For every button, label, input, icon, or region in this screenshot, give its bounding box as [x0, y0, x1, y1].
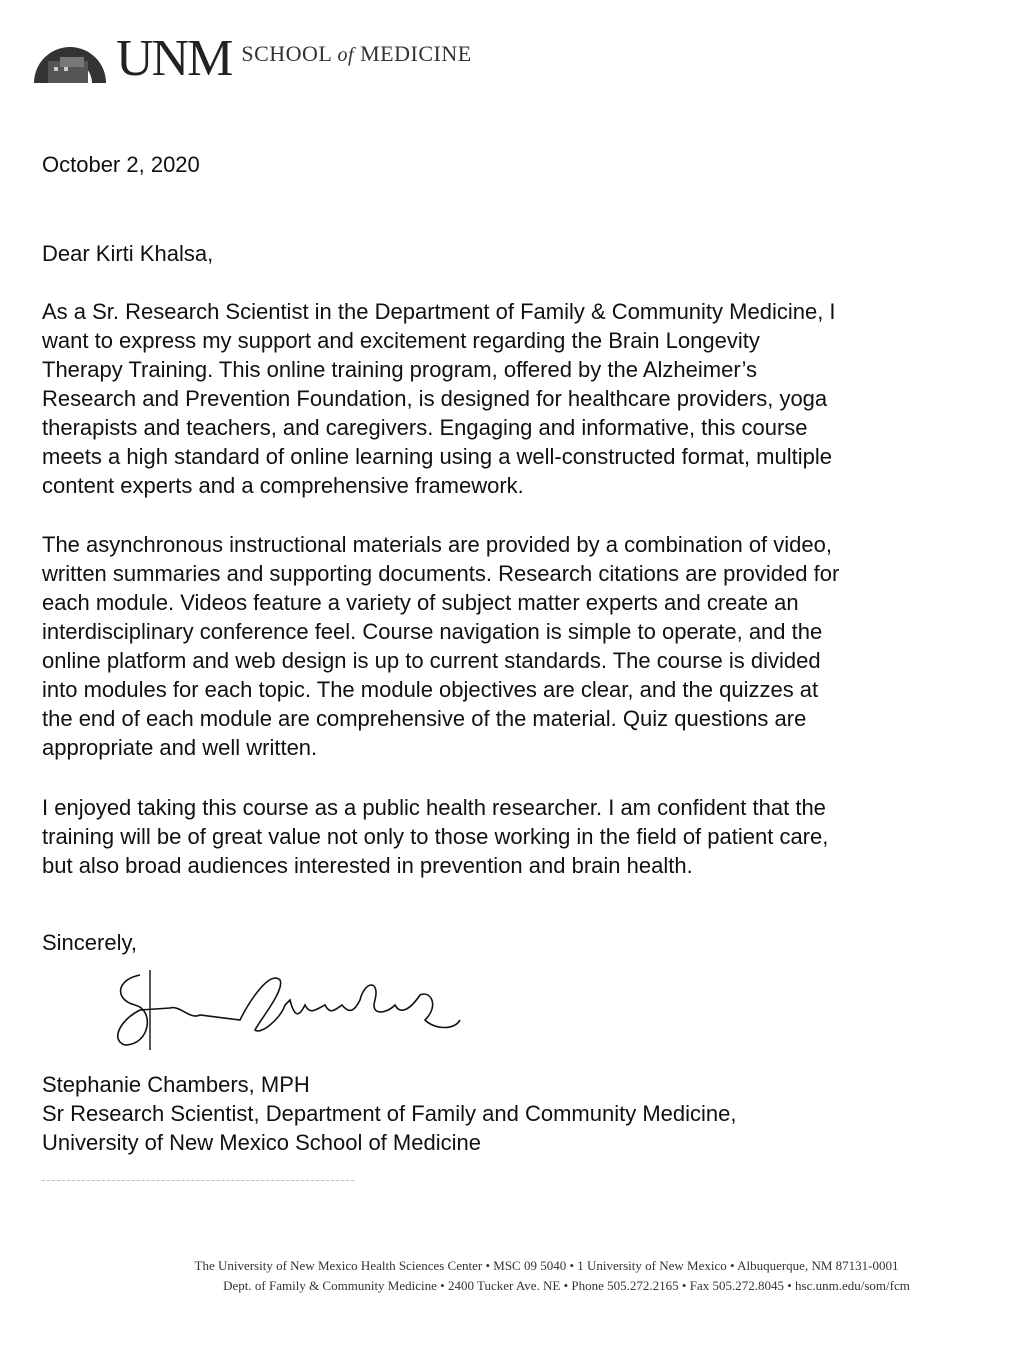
text-line: I enjoyed taking this course as a public health researcher. I am confident that the	[42, 795, 826, 820]
text-line: training will be of great value not only to those working in the field of patient care,	[42, 824, 829, 849]
handwritten-signature	[110, 960, 510, 1060]
logo-unm: UNM	[116, 30, 232, 87]
signature-block	[42, 1070, 736, 1157]
closing: Sincerely,	[42, 930, 137, 955]
text-line: content experts and a comprehensive framework.	[42, 473, 524, 498]
text-line: Research and Prevention Foundation, is designed for healthcare providers, yoga	[42, 386, 828, 411]
paragraph-3	[42, 793, 828, 880]
text-line: appropriate and well written.	[42, 735, 318, 760]
text-line: into modules for each topic. The module objectives are clear, and the quizzes at	[42, 677, 819, 702]
signer-institution: University of New Mexico School of Medicine	[42, 1130, 481, 1155]
text-line: meets a high standard of online learning using a well-constructed format, multiple	[42, 444, 832, 469]
paragraph-1	[42, 297, 836, 500]
text-line: each module. Videos feature a variety of subject matter experts and create an	[42, 590, 799, 615]
text-line: written summaries and supporting documents. Research citations are provided for	[42, 561, 840, 586]
text-line: The asynchronous instructional materials are provided by a combination of video,	[42, 532, 832, 557]
letterhead-logo	[30, 28, 472, 87]
text-line: therapists and teachers, and caregivers. Engaging and informative, this course	[42, 415, 808, 440]
footer-address: The University of New Mexico Health Sciences Center • MSC 09 5040 • 1 University of New Mexico • Albuquerque, NM 87131-0001	[194, 1258, 899, 1273]
text-line: the end of each module are comprehensive of the material. Quiz questions are	[42, 706, 807, 731]
unm-logo-icon	[30, 37, 110, 83]
letter-date: October 2, 2020	[42, 152, 200, 177]
text-line: want to express my support and excitement regarding the Brain Longevity	[42, 328, 760, 353]
text-line: interdisciplinary conference feel. Course navigation is simple to operate, and the	[42, 619, 823, 644]
text-line: but also broad audiences interested in prevention and brain health.	[42, 853, 693, 878]
divider	[42, 1180, 354, 1181]
text-line: Therapy Training. This online training program, offered by the Alzheimer’s	[42, 357, 757, 382]
logo-school-of-medicine: SCHOOL of MEDICINE	[241, 41, 472, 66]
footer-department: Dept. of Family & Community Medicine • 2400 Tucker Ave. NE • Phone 505.272.2165 • Fax 505.272.8045 • hsc.unm.edu/som/fcm	[223, 1278, 910, 1293]
signer-title: Sr Research Scientist, Department of Family and Community Medicine,	[42, 1101, 737, 1126]
text-line: online platform and web design is up to current standards. The course is divided	[42, 648, 821, 673]
salutation: Dear Kirti Khalsa,	[42, 241, 214, 266]
paragraph-2	[42, 530, 839, 762]
signer-name: Stephanie Chambers, MPH	[42, 1072, 310, 1097]
text-line: As a Sr. Research Scientist in the Department of Family & Community Medicine, I	[42, 299, 836, 324]
